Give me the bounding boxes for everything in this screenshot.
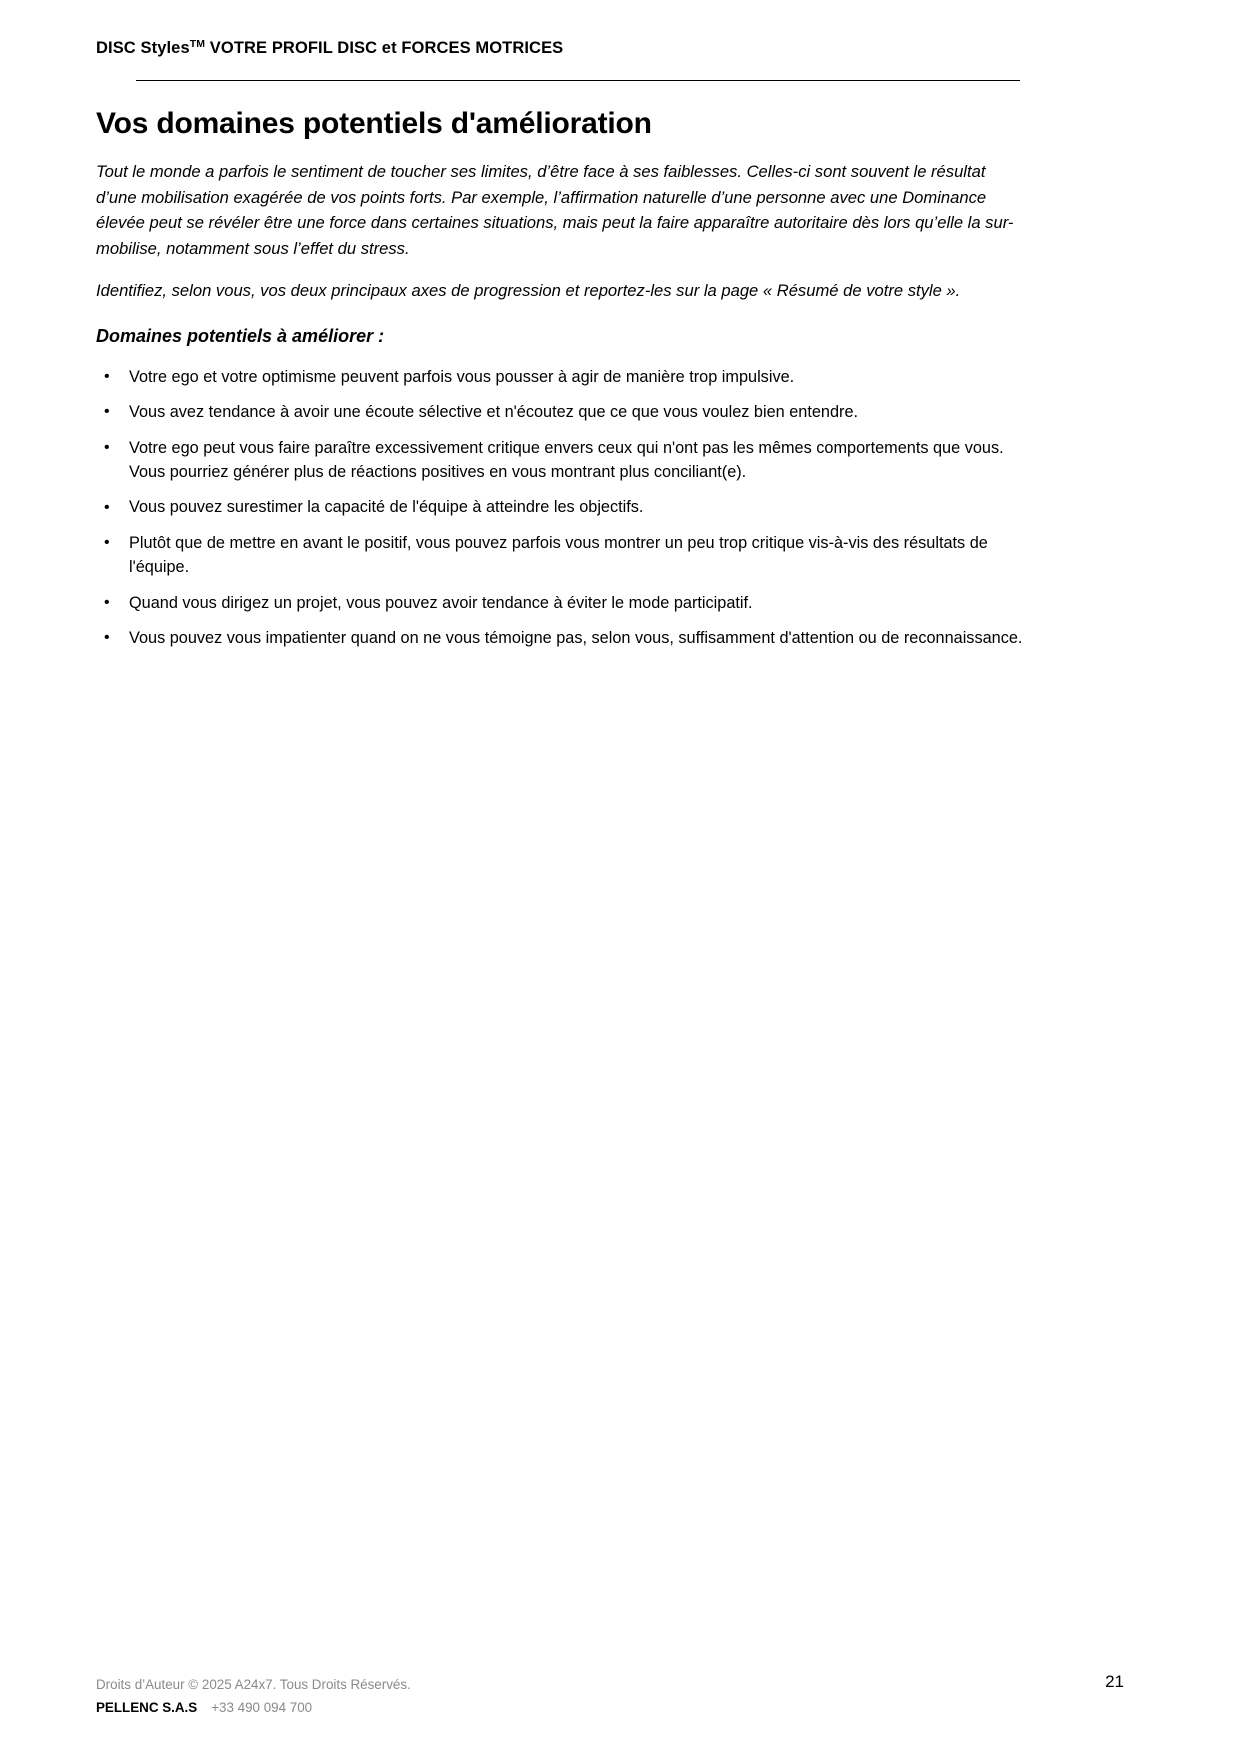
header-title-rest: VOTRE PROFIL DISC et FORCES MOTRICES	[205, 38, 564, 57]
list-item	[96, 626, 1024, 650]
bullet-icon: •	[104, 534, 110, 552]
page-footer	[96, 1675, 1116, 1719]
list-item-text: Plutôt que de mettre en avant le positif, vous pouvez parfois vous montrer un peu trop critique vis-à-vis des résultats de l'équipe.	[129, 533, 988, 577]
bullet-icon: •	[104, 594, 110, 612]
list-item	[96, 365, 1024, 389]
list-item-text: Votre ego et votre optimisme peuvent parfois vous pousser à agir de manière trop impulsive.	[129, 367, 795, 386]
list-item-text: Vous avez tendance à avoir une écoute sélective et n'écoutez que ce que vous voulez bien entendre.	[129, 403, 859, 422]
list-item	[96, 495, 1024, 519]
list-item	[96, 436, 1024, 485]
footer-phone-number: +33 490 094 700	[211, 1699, 313, 1715]
list-item	[96, 591, 1024, 615]
main-content	[96, 106, 1024, 662]
footer-copyright: Droits d’Auteur © 2025 A24x7. Tous Droits Réservés.	[96, 1677, 411, 1692]
list-item	[96, 400, 1024, 424]
page-title: Vos domaines potentiels d'amélioration	[96, 107, 652, 140]
list-item-text: Quand vous dirigez un projet, vous pouvez avoir tendance à éviter le mode participatif.	[129, 593, 753, 612]
header-brand: DISC Styles	[96, 38, 190, 57]
bullet-icon: •	[104, 498, 110, 516]
intro-paragraph-2: Identifiez, selon vous, vos deux principaux axes de progression et reportez-les sur la page « Résumé de votre style ».	[96, 280, 961, 300]
bullet-icon: •	[104, 367, 110, 385]
header-divider	[136, 80, 1020, 81]
list-item-text: Vous pouvez surestimer la capacité de l'équipe à atteindre les objectifs.	[129, 498, 644, 517]
list-item-text: Votre ego peut vous faire paraître excessivement critique envers ceux qui n'ont pas les mêmes comportements que vous. Vous pourriez générer plus de réactions positives en vous montrant plus conciliant(e).	[129, 438, 1004, 481]
footer-company-name: PELLENC S.A.S	[96, 1699, 198, 1715]
intro-paragraph-1: Tout le monde a parfois le sentiment de toucher ses limites, d’être face à ses faiblesses. Celles-ci sont souvent le résultat d’une mobilisation exagérée de vos points forts. Par exemple, l’affirmation naturelle d’une personne avec une Dominance élevée peut se révéler être une force dans certaines situations, mais peut la faire apparaître autoritaire dès lors qu’elle la sur-mobilise, notamment sous l’effet du stress.	[96, 162, 1014, 258]
header-title	[96, 38, 1116, 59]
page-header	[96, 38, 1116, 59]
page-number: 21	[1105, 1672, 1124, 1691]
header-trademark: TM	[189, 38, 206, 50]
footer-contact	[96, 1698, 1116, 1719]
improvement-areas-list	[96, 365, 1024, 651]
list-item-text: Vous pouvez vous impatienter quand on ne vous témoigne pas, selon vous, suffisamment d'attention ou de reconnaissance.	[129, 629, 1023, 648]
bullet-icon: •	[104, 403, 110, 421]
bullet-icon: •	[104, 438, 110, 456]
section-subheading: Domaines potentiels à améliorer :	[96, 326, 385, 347]
list-item	[96, 531, 1024, 580]
bullet-icon: •	[104, 629, 110, 647]
